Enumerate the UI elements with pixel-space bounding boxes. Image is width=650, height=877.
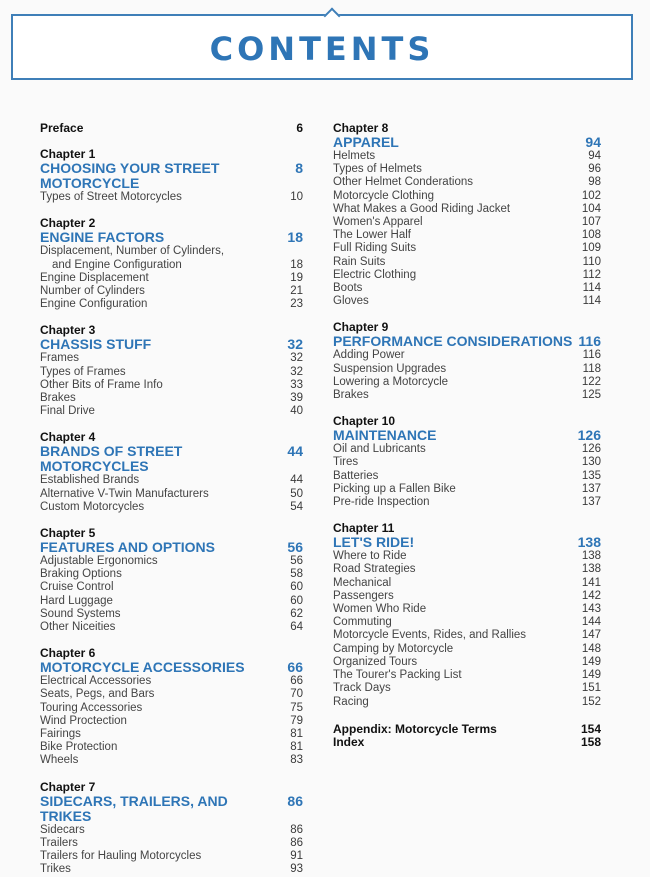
entry-text: Hard Luggage xyxy=(40,594,113,607)
chapter-label: Chapter 3 xyxy=(40,323,96,338)
toc-entry[interactable] xyxy=(40,728,303,741)
toc-entry[interactable] xyxy=(333,295,601,308)
preface-row[interactable] xyxy=(40,122,303,135)
entry-text: Alternative V-Twin Manufacturers xyxy=(40,487,209,500)
toc-entry[interactable] xyxy=(40,474,303,487)
chapter-title-row[interactable] xyxy=(333,334,601,349)
chapter-title: MAINTENANCE xyxy=(333,427,437,444)
entry-page: 141 xyxy=(581,576,601,589)
toc-entry[interactable] xyxy=(40,581,303,594)
entry-text: Motorcycle Clothing xyxy=(333,189,434,202)
entry-page: 112 xyxy=(582,268,601,281)
toc-entry[interactable] xyxy=(333,282,601,295)
chapter-block xyxy=(40,217,303,311)
entry-page: 122 xyxy=(581,375,601,388)
chapter-title: PERFORMANCE CONSIDERATIONS xyxy=(333,333,573,350)
chapter-page: 126 xyxy=(577,427,601,444)
chapter-block xyxy=(40,148,303,204)
entry-text: Electrical Accessories xyxy=(40,675,152,688)
toc-entry[interactable] xyxy=(333,682,601,695)
entry-text: Brakes xyxy=(40,392,76,405)
entry-page: 126 xyxy=(581,443,601,456)
chapter-block xyxy=(40,324,303,418)
entry-page: 104 xyxy=(581,202,601,215)
entry-text: Number of Cylinders xyxy=(40,285,145,298)
toc-entry[interactable] xyxy=(333,603,601,616)
toc-entry[interactable] xyxy=(40,621,303,634)
entry-text: Trailers for Hauling Motorcycles xyxy=(40,850,202,863)
entry-page: 147 xyxy=(581,629,601,642)
entry-text: Electric Clothing xyxy=(333,268,417,281)
entry-page: 108 xyxy=(581,229,601,242)
entry-text: Other Niceities xyxy=(40,621,116,634)
toc-entry[interactable] xyxy=(40,863,303,876)
toc-entry[interactable] xyxy=(333,550,601,563)
chapter-title-row[interactable] xyxy=(333,428,601,443)
chapter-title-row[interactable] xyxy=(40,337,303,352)
toc-entry[interactable] xyxy=(333,669,601,682)
chapter-title-row[interactable] xyxy=(40,230,303,245)
chapter-label: Chapter 7 xyxy=(40,779,96,794)
entry-page: 18 xyxy=(290,258,303,271)
toc-entry[interactable] xyxy=(333,190,601,203)
entry-page: 86 xyxy=(290,823,303,836)
entry-page: 60 xyxy=(290,581,303,594)
entry-text: Types of Street Motorcycles xyxy=(40,191,182,204)
entry-text: Types of Helmets xyxy=(333,163,422,176)
entry-text: Bike Protection xyxy=(40,741,118,754)
entry-text: Motorcycle Events, Rides, and Rallies xyxy=(333,629,527,642)
entry-page: 94 xyxy=(588,150,601,162)
toc-entry[interactable] xyxy=(40,850,303,863)
chapter-page: 44 xyxy=(287,443,303,460)
chapter-title: ENGINE FACTORS xyxy=(40,229,165,246)
entry-text: Passengers xyxy=(333,589,394,602)
entry-page: 152 xyxy=(581,695,601,708)
chapter-block xyxy=(333,321,601,402)
entry-page: 114 xyxy=(582,282,601,295)
toc-entry[interactable] xyxy=(333,229,601,242)
chapter-label: Chapter 6 xyxy=(40,646,96,661)
entry-text: Sound Systems xyxy=(40,607,121,620)
entry-page: 81 xyxy=(290,741,303,754)
entry-page: 54 xyxy=(290,500,303,513)
page-title: CONTENTS xyxy=(209,30,435,68)
toc-entry[interactable] xyxy=(333,496,601,509)
entry-page: 137 xyxy=(581,482,601,495)
chapter-label: Chapter 10 xyxy=(333,414,396,429)
entry-page: 10 xyxy=(290,191,303,204)
entry-page: 151 xyxy=(581,682,601,695)
toc-entry[interactable] xyxy=(40,754,303,767)
chapter-title-row[interactable] xyxy=(40,794,303,824)
toc-entry[interactable] xyxy=(333,483,601,496)
entry-page: 144 xyxy=(581,616,601,629)
entry-text: Where to Ride xyxy=(333,550,407,563)
toc-entry[interactable] xyxy=(40,837,303,850)
chapter-label: Chapter 5 xyxy=(40,526,96,541)
entry-text: and Engine Configuration xyxy=(52,258,182,271)
entry-page: 64 xyxy=(290,621,303,634)
entry-page: 125 xyxy=(581,389,601,402)
toc-entry[interactable] xyxy=(40,501,303,514)
entry-page: 135 xyxy=(581,469,601,482)
entry-page: 81 xyxy=(290,728,303,741)
toc-entry[interactable] xyxy=(333,242,601,255)
entry-text: Track Days xyxy=(333,682,391,695)
entry-page: 32 xyxy=(290,352,303,365)
toc-entry[interactable] xyxy=(40,715,303,728)
entry-text: Types of Frames xyxy=(40,365,126,378)
entry-text: Tires xyxy=(333,456,359,469)
entry-page: 86 xyxy=(290,836,303,849)
preface-page: 6 xyxy=(296,121,303,135)
toc-entry[interactable] xyxy=(333,269,601,282)
chapter-block xyxy=(333,415,601,509)
entry-text: Women's Apparel xyxy=(333,216,423,229)
entry-page: 19 xyxy=(290,271,303,284)
toc-entry[interactable] xyxy=(40,191,303,204)
toc-entry[interactable] xyxy=(333,256,601,269)
toc-entry[interactable] xyxy=(333,443,601,456)
chapter-block xyxy=(333,122,601,308)
preface-label: Preface xyxy=(40,121,84,135)
chapter-title: CHOOSING YOUR STREET MOTORCYCLE xyxy=(40,160,220,192)
entry-text: Cruise Control xyxy=(40,581,114,594)
entry-text: Wheels xyxy=(40,754,79,767)
toc-entry[interactable] xyxy=(333,389,601,402)
toc-entry[interactable] xyxy=(40,595,303,608)
toc-entry[interactable] xyxy=(333,376,601,389)
chapter-title: FEATURES AND OPTIONS xyxy=(40,539,216,556)
entry-page: 62 xyxy=(290,607,303,620)
toc-entry[interactable] xyxy=(40,352,303,365)
entry-text: Displacement, Number of Cylinders, xyxy=(40,245,225,258)
chapter-page: 138 xyxy=(577,534,601,551)
chapter-title: MOTORCYCLE ACCESSORIES xyxy=(40,659,245,676)
entry-text: Full Riding Suits xyxy=(333,242,417,255)
chapter-title: LET'S RIDE! xyxy=(333,534,415,551)
toc-entry[interactable] xyxy=(40,379,303,392)
entry-text: Final Drive xyxy=(40,405,95,418)
entry-text: Rain Suits xyxy=(333,255,386,268)
entry-page: 116 xyxy=(582,349,601,362)
toc-entry[interactable] xyxy=(333,577,601,590)
entry-page: 21 xyxy=(290,285,303,298)
entry-text: Camping by Motorcycle xyxy=(333,642,454,655)
toc-right-column xyxy=(333,122,601,749)
toc-entry[interactable] xyxy=(333,563,601,576)
chapter-page: 8 xyxy=(295,160,303,177)
backmatter-page: 158 xyxy=(580,734,601,749)
entry-text: Touring Accessories xyxy=(40,701,143,714)
entry-page: 79 xyxy=(290,714,303,727)
chapter-title: SIDECARS, TRAILERS, AND TRIKES xyxy=(40,792,228,824)
toc-entry[interactable] xyxy=(40,285,303,298)
entry-page: 142 xyxy=(581,589,601,602)
toc-entry[interactable] xyxy=(333,216,601,229)
entry-text: Women Who Ride xyxy=(333,603,427,616)
backmatter xyxy=(333,723,601,749)
chapter-label: Chapter 11 xyxy=(333,521,395,536)
entry-page: 98 xyxy=(588,176,601,189)
toc-entry[interactable] xyxy=(40,405,303,418)
entry-page: 114 xyxy=(582,295,601,308)
entry-text: Suspension Upgrades xyxy=(333,362,447,375)
entry-page: 66 xyxy=(290,675,303,688)
entry-page: 91 xyxy=(290,850,303,863)
chapter-label: Chapter 2 xyxy=(40,216,96,231)
entry-text: Road Strategies xyxy=(333,563,416,576)
entry-text: Fairings xyxy=(40,728,81,741)
entry-text: Pre-ride Inspection xyxy=(333,496,430,509)
toc-entry[interactable] xyxy=(333,656,601,669)
entry-page: 93 xyxy=(290,863,303,876)
toc-entry[interactable] xyxy=(333,363,601,376)
entry-page: 75 xyxy=(290,701,303,714)
entry-page: 138 xyxy=(581,563,601,576)
toc-entry[interactable] xyxy=(40,555,303,568)
entry-text: Engine Configuration xyxy=(40,298,148,311)
toc-entry[interactable] xyxy=(40,608,303,621)
toc-entry[interactable] xyxy=(40,824,303,837)
toc-entry[interactable] xyxy=(333,643,601,656)
toc-entry[interactable] xyxy=(40,245,303,258)
entry-page: 130 xyxy=(581,456,601,469)
toc-entry[interactable] xyxy=(333,629,601,642)
entry-text: Adjustable Ergonomics xyxy=(40,555,158,568)
entry-text: Adding Power xyxy=(333,349,405,362)
entry-text: Racing xyxy=(333,695,369,708)
entry-page: 149 xyxy=(581,669,601,682)
entry-page: 107 xyxy=(581,216,601,229)
entry-page: 40 xyxy=(290,405,303,418)
toc-entry[interactable] xyxy=(333,616,601,629)
toc-entry[interactable] xyxy=(40,298,303,311)
entry-text: What Makes a Good Riding Jacket xyxy=(333,202,511,215)
chapter-label: Chapter 8 xyxy=(333,121,389,135)
entry-page: 50 xyxy=(290,487,303,500)
toc-entry[interactable] xyxy=(40,675,303,688)
entry-text: Boots xyxy=(333,282,363,295)
toc-entry[interactable] xyxy=(333,456,601,469)
toc-entry[interactable] xyxy=(40,688,303,701)
entry-page: 23 xyxy=(290,298,303,311)
entry-page: 149 xyxy=(581,655,601,668)
entry-text: The Lower Half xyxy=(333,229,411,242)
chapter-block xyxy=(40,781,303,877)
chapter-title: CHASSIS STUFF xyxy=(40,336,152,353)
chapter-block xyxy=(333,522,601,708)
toc-entry[interactable] xyxy=(40,272,303,285)
toc-entry[interactable] xyxy=(333,203,601,216)
entry-text: Seats, Pegs, and Bars xyxy=(40,688,155,701)
chapter-title-row[interactable] xyxy=(40,540,303,555)
entry-page: 110 xyxy=(582,255,601,268)
entry-text: Other Helmet Conderations xyxy=(333,176,473,189)
toc-entry[interactable] xyxy=(333,349,601,362)
entry-page: 70 xyxy=(290,688,303,701)
chapter-page: 18 xyxy=(287,229,303,246)
entry-text: Batteries xyxy=(333,469,379,482)
chapter-title: APPAREL xyxy=(333,134,399,150)
toc-entry[interactable] xyxy=(40,259,303,272)
entry-page: 83 xyxy=(290,754,303,767)
entry-page: 148 xyxy=(581,642,601,655)
entry-text: Oil and Lubricants xyxy=(333,443,426,456)
chapter-title: BRANDS OF STREET MOTORCYCLES xyxy=(40,443,183,475)
entry-page: 60 xyxy=(290,594,303,607)
entry-text: Engine Displacement xyxy=(40,271,149,284)
entry-page: 137 xyxy=(581,496,601,509)
chapter-block xyxy=(40,527,303,634)
toc-entry[interactable] xyxy=(40,366,303,379)
entry-page: 32 xyxy=(290,365,303,378)
toc-entry[interactable] xyxy=(333,590,601,603)
entry-page: 56 xyxy=(290,555,303,568)
entry-text: The Tourer's Packing List xyxy=(333,669,462,682)
entry-text: Braking Options xyxy=(40,568,122,581)
entry-text: Helmets xyxy=(333,150,376,162)
entry-text: Frames xyxy=(40,352,79,365)
chapter-title-row[interactable] xyxy=(40,161,303,191)
entry-text: Trikes xyxy=(40,863,71,876)
entry-page: 96 xyxy=(588,163,601,176)
toc-entry[interactable] xyxy=(333,163,601,176)
backmatter-page: 154 xyxy=(580,721,601,736)
toc-entry[interactable] xyxy=(40,568,303,581)
contents-banner xyxy=(11,14,633,80)
backmatter-row[interactable] xyxy=(333,723,601,736)
chapter-page: 66 xyxy=(287,659,303,676)
toc-entry[interactable] xyxy=(40,702,303,715)
toc-left-column xyxy=(40,122,303,877)
entry-page: 33 xyxy=(290,378,303,391)
chapter-page: 86 xyxy=(287,792,303,809)
chapter-block xyxy=(40,431,303,514)
backmatter-text: Index xyxy=(333,734,365,749)
entry-page: 109 xyxy=(581,242,601,255)
toc-entry[interactable] xyxy=(40,392,303,405)
entry-text: Organized Tours xyxy=(333,655,418,668)
chapter-label: Chapter 1 xyxy=(40,147,96,162)
entry-text: Gloves xyxy=(333,295,369,308)
entry-text: Sidecars xyxy=(40,823,85,836)
toc-entry[interactable] xyxy=(40,741,303,754)
entry-page: 39 xyxy=(290,392,303,405)
entry-page: 58 xyxy=(290,568,303,581)
entry-text: Picking up a Fallen Bike xyxy=(333,482,456,495)
backmatter-row[interactable] xyxy=(333,736,601,749)
entry-page: 143 xyxy=(581,603,601,616)
entry-text: Other Bits of Frame Info xyxy=(40,378,163,391)
entry-page: 102 xyxy=(581,189,601,202)
entry-text: Trailers xyxy=(40,836,78,849)
entry-text: Wind Proctection xyxy=(40,714,127,727)
toc-entry[interactable] xyxy=(40,488,303,501)
toc-entry[interactable] xyxy=(333,696,601,709)
chapter-title-row[interactable] xyxy=(333,135,601,150)
toc-entry[interactable] xyxy=(333,470,601,483)
chapter-block xyxy=(40,647,303,767)
entry-text: Mechanical xyxy=(333,576,392,589)
chapter-label: Chapter 9 xyxy=(333,320,389,335)
entry-page: 44 xyxy=(290,474,303,487)
entry-page: 138 xyxy=(581,550,601,563)
chapter-page: 116 xyxy=(578,333,601,350)
chapter-title-row[interactable] xyxy=(40,444,303,474)
entry-text: Custom Motorcycles xyxy=(40,500,145,513)
toc-entry[interactable] xyxy=(333,176,601,189)
chapter-page: 94 xyxy=(585,134,601,150)
entry-text: Brakes xyxy=(333,389,369,402)
backmatter-text: Appendix: Motorcycle Terms xyxy=(333,721,497,736)
chapter-title-row[interactable] xyxy=(333,535,601,550)
chapter-page: 32 xyxy=(287,336,303,353)
entry-text: Lowering a Motorcycle xyxy=(333,375,449,388)
chapter-label: Chapter 4 xyxy=(40,430,96,445)
chapter-page: 56 xyxy=(287,539,303,556)
entry-text: Commuting xyxy=(333,616,392,629)
chapter-title-row[interactable] xyxy=(40,660,303,675)
entry-text: Established Brands xyxy=(40,474,140,487)
entry-page: 118 xyxy=(582,362,601,375)
toc-entry[interactable] xyxy=(333,150,601,163)
